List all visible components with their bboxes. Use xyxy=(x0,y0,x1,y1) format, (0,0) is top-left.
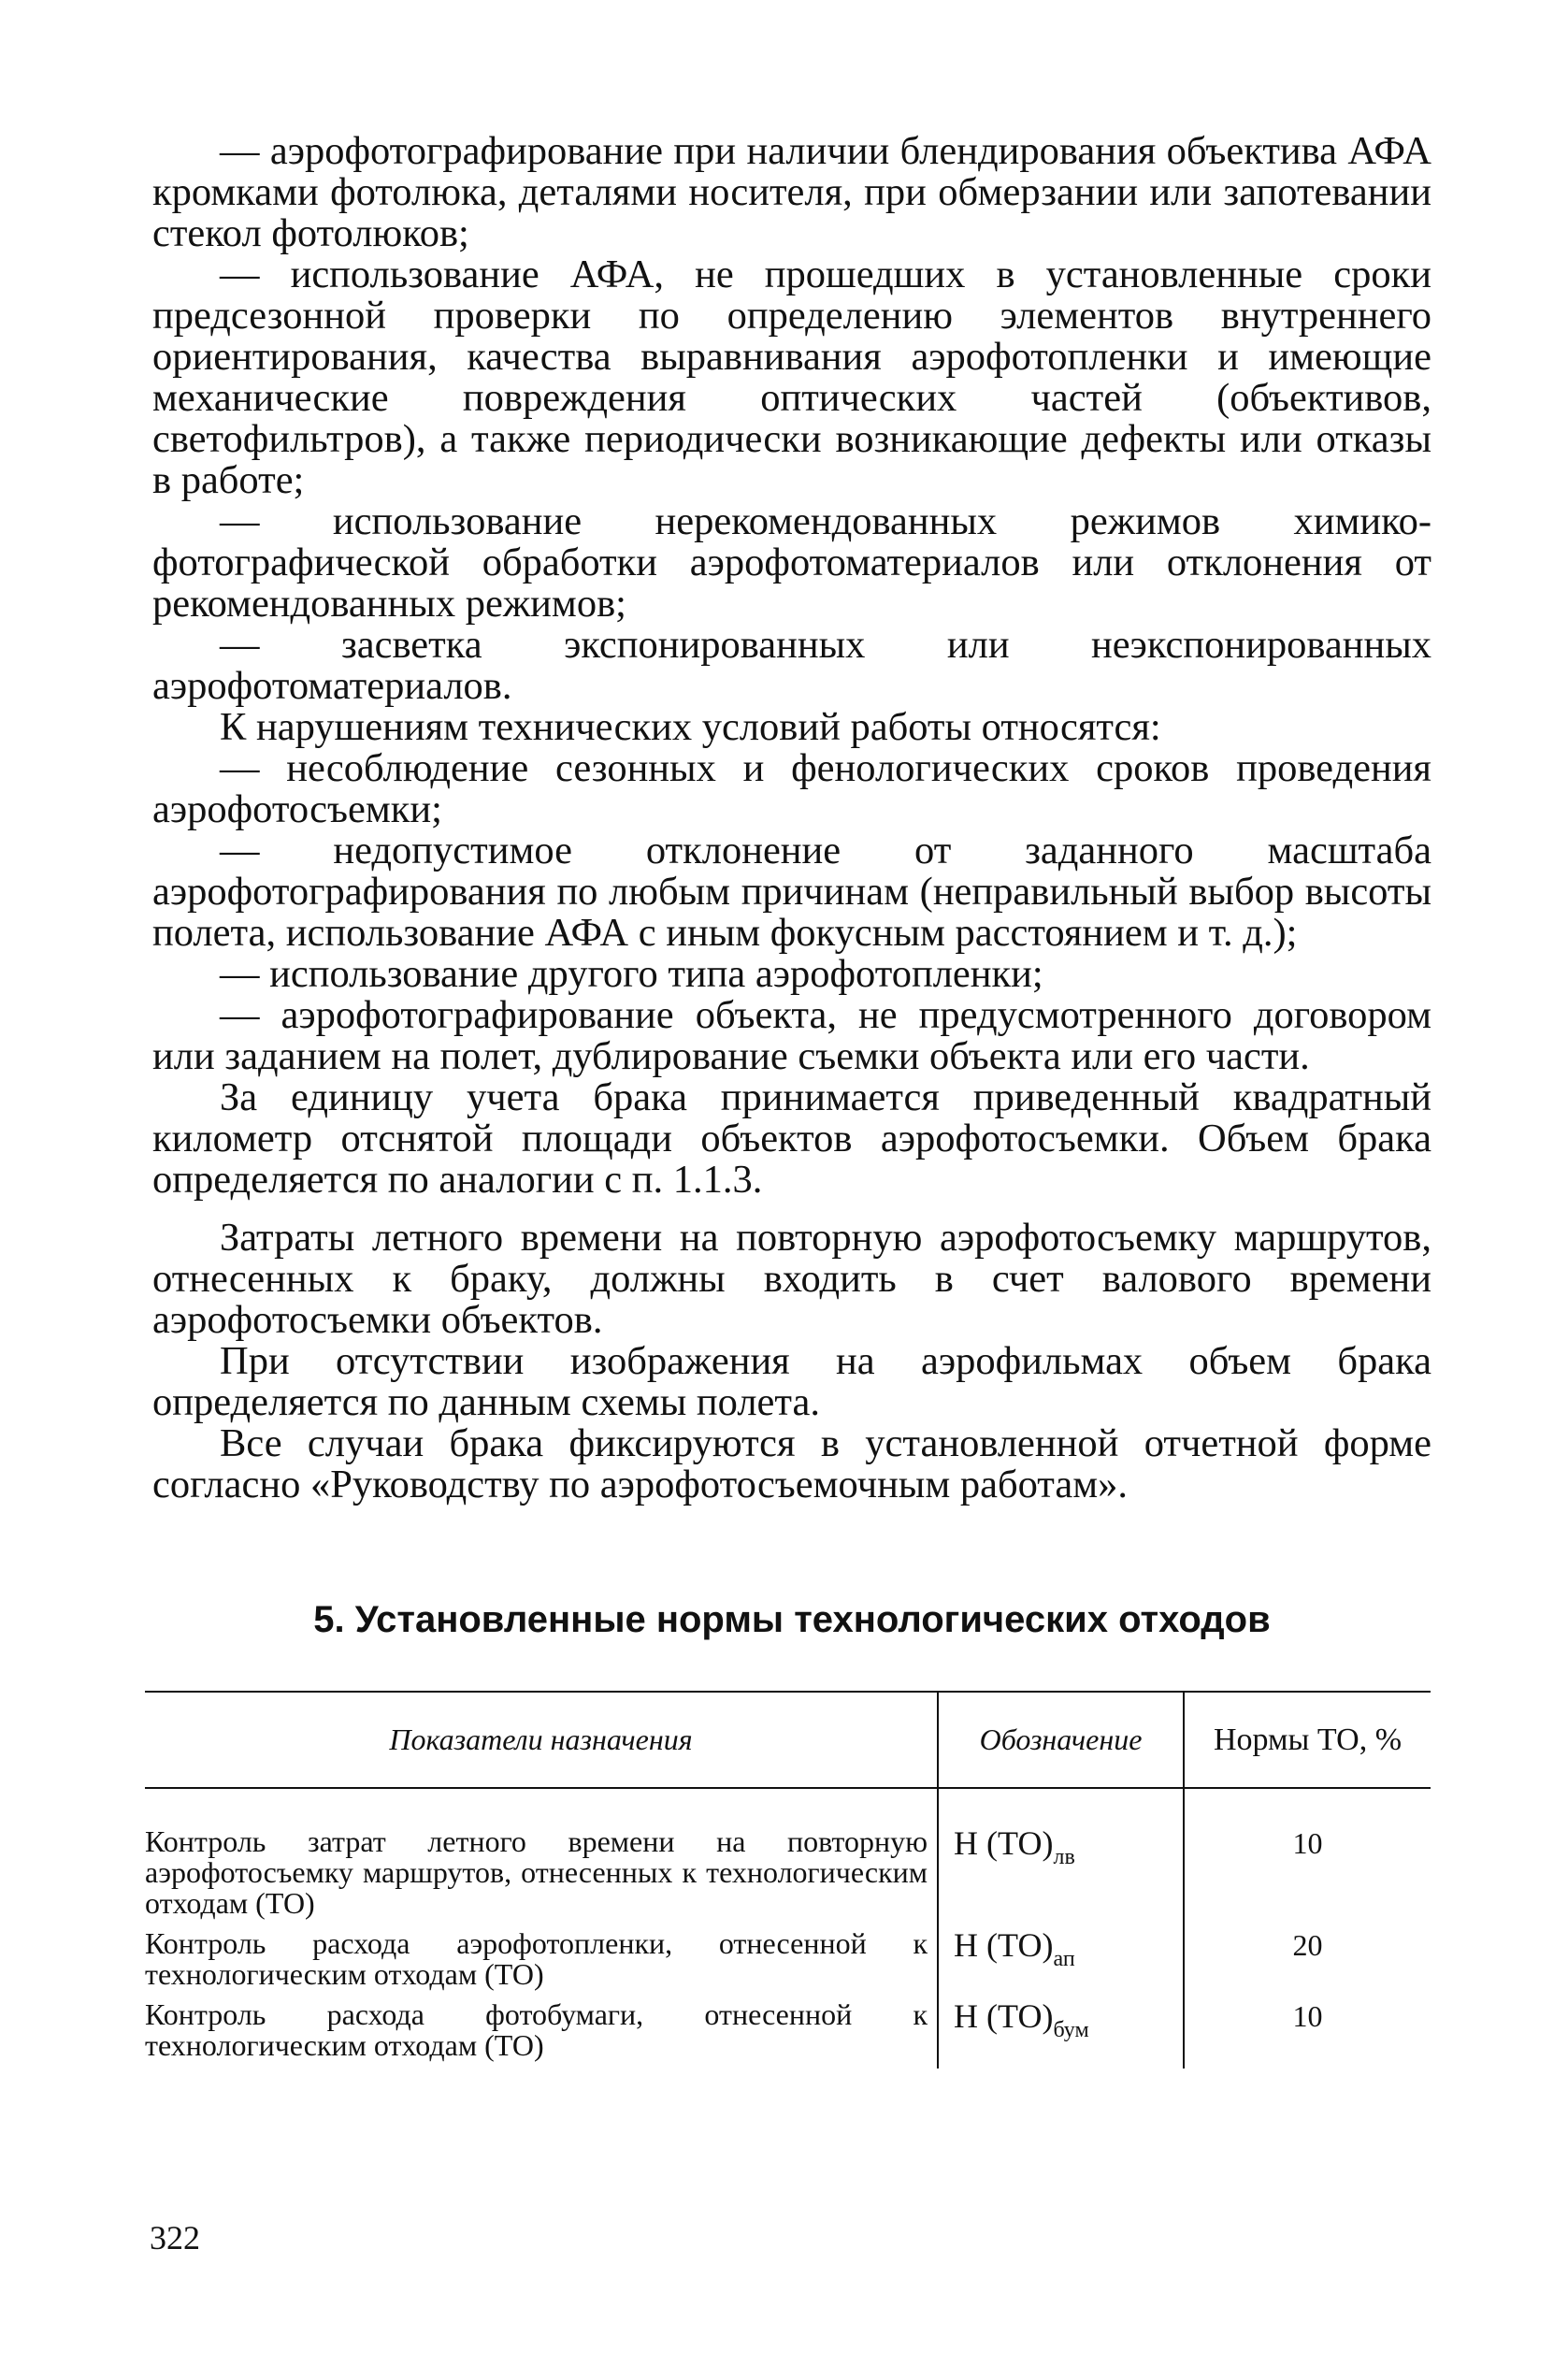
list-item: — засветка экспонированных или неэкспонированных аэрофотоматериалов. xyxy=(152,623,1431,708)
table-cell-code xyxy=(938,1788,1184,1923)
code-text: Н (ТО) xyxy=(954,1824,1054,1862)
column-header: Нормы ТО, % xyxy=(1213,1722,1403,1757)
column-header: Обозначение xyxy=(938,1692,1184,1788)
paragraph: Все случаи брака фиксируются в установленной отчетной форме согласно «Руководству по аэрофотосъемочным работам». xyxy=(152,1421,1431,1506)
table-cell-description: Контроль расхода аэрофотопленки, отнесенной к технологическим отходам (ТО) xyxy=(145,1923,938,1994)
table-cell-value: 10 xyxy=(1292,1826,1323,1860)
paragraph: К нарушениям технических условий работы относятся: xyxy=(220,705,1161,749)
list-item: — использование АФА, не прошедших в установленные сроки предсезонной проверки по определению элементов внутреннего ориентирования, качества выравнивания аэрофотопленки и имеющие механические повреждения оптических частей (объективов, светофильтров), а также периодически возникающие дефекты или отказы в работе; xyxy=(152,252,1431,502)
section-title: 5. Установленные нормы технологических отходов xyxy=(313,1599,1271,1640)
norms-table xyxy=(145,1691,1431,2068)
table-cell-code xyxy=(938,1923,1184,1994)
table-cell-value: 10 xyxy=(1292,1999,1323,2033)
code-subscript: ап xyxy=(1053,1947,1075,1971)
code-subscript: бум xyxy=(1053,2018,1089,2042)
table-cell-code xyxy=(938,1994,1184,2068)
body-text xyxy=(152,131,1431,1506)
list-item: — использование другого типа аэрофотопленки; xyxy=(220,952,1043,996)
list-item: — несоблюдение сезонных и фенологических сроков проведения аэрофотосъемки; xyxy=(152,746,1431,831)
code-text: Н (ТО) xyxy=(954,1997,1054,2035)
list-item: — аэрофотографирование при наличии блендирования объектива АФА кромками фотолюка, деталями носителя, при обмерзании или запотевании стекол фотолюков; xyxy=(152,129,1431,255)
code-text: Н (ТО) xyxy=(954,1926,1054,1964)
table-cell-value: 20 xyxy=(1292,1928,1323,1962)
code-subscript: лв xyxy=(1053,1845,1075,1869)
table-row xyxy=(145,1923,1431,1994)
column-header: Показатели назначения xyxy=(145,1692,938,1788)
table-cell-description: Контроль расхода фотобумаги, отнесенной к технологическим отходам (ТО) xyxy=(145,1994,938,2068)
paragraph: Затраты летного времени на повторную аэрофотосъемку маршрутов, отнесенных к браку, должны входить в счет валового времени аэрофотосъемки объектов. xyxy=(152,1216,1431,1342)
table-cell-description: Контроль затрат летного времени на повторную аэрофотосъемку маршрутов, отнесенных к технологическим отходам (ТО) xyxy=(145,1788,938,1923)
table-row xyxy=(145,1788,1431,1923)
list-item: — недопустимое отклонение от заданного масштаба аэрофотографирования по любым причинам (неправильный выбор высоты полета, использование АФА с иным фокусным расстоянием и т. д.); xyxy=(152,829,1431,955)
paragraph: При отсутствии изображения на аэрофильмах объем брака определяется по данным схемы полета. xyxy=(152,1339,1431,1424)
page-number: 322 xyxy=(150,2219,200,2256)
list-item: — использование нерекомендованных режимов химико-фотографической обработки аэрофотоматериалов или отклонения от рекомендованных режимов; xyxy=(152,499,1431,626)
paragraph: За единицу учета брака принимается приведенный квадратный километр отснятой площади объектов аэрофотосъемки. Объем брака определяется по аналогии с п. 1.1.3. xyxy=(152,1075,1431,1202)
list-item: — аэрофотографирование объекта, не предусмотренного договором или заданием на полет, дублирование съемки объекта или его части. xyxy=(152,993,1431,1078)
table-header-row xyxy=(145,1692,1431,1788)
table-row xyxy=(145,1994,1431,2068)
